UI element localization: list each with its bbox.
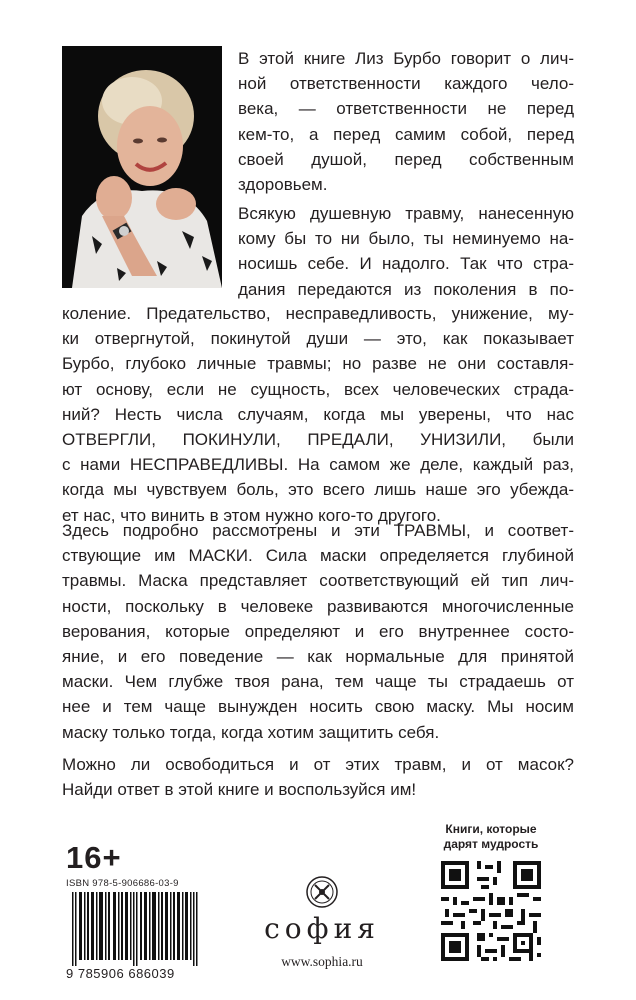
barcode-block [66,878,206,982]
text-line: Здесь подробно рассмотрены и эти ТРАВМЫ, и соответ- [62,521,574,540]
publisher-url: www.sophia.ru [281,954,363,969]
text-line: нее и тем чаще вынужден носить свою маску. Мы носим [62,697,574,717]
qr-caption: Книги, которые дарят мудрость [443,822,539,851]
text-line: носишь себе. И надолго. Так что стра- [238,254,574,274]
text-line: ний? Несть числа случаям, когда мы уверены, что нас [62,404,574,424]
text-line: кому бы то ни было, ты неминуемо на- [238,229,574,249]
description-paragraph-2-top [238,201,574,302]
text-line: ОТВЕРГЛИ, ПОКИНУЛИ, ПРЕДАЛИ, УНИЗИЛИ, были [62,430,574,450]
text-line: маску только тогда, когда хотим защитить себя. [62,722,440,742]
text-line: маски. Чем глубже твоя рана, тем чаще ты страдаешь от [62,672,574,692]
text-line: травмы. Маска представляет соответствующий ей тип лич- [62,571,574,591]
age-rating: 16+ [66,840,122,875]
qr-code [437,857,545,965]
text-line: ной ответственности каждого чело- [238,74,574,94]
text-line: Всякую душевную травму, нанесенную [238,204,574,223]
text-line: Найди ответ в этой книге и воспользуйся им! [62,780,417,800]
text-line: дания передаются из поколения в по- [238,279,574,299]
isbn-label: ISBN 978-5-906686-03-9 [66,878,179,889]
text-line: кем-то, а перед самим собой, перед [238,124,574,144]
text-line: с нами НЕСПРАВЕДЛИВЫ. На самом же деле, каждый раз, [62,455,574,475]
text-line: ствующие им МАСКИ. Сила маски определяется глубиной [62,546,574,566]
publisher-emblem-icon [262,872,382,912]
text-line: Можно ли освободиться и от этих травм, и от масок? [62,755,574,774]
text-line: когда мы чувствуем боль, это всего лишь наше эго убежда- [62,480,574,500]
text-line: Бурбо, глубоко личные травмы; но разве не они составля- [62,354,574,374]
text-line: верования, которые определяют и его внутреннее состо- [62,621,574,641]
text-line: своей душой, перед собственным [238,149,574,169]
description-paragraph-1 [238,46,574,197]
text-line: В этой книге Лиз Бурбо говорит о лич- [238,49,574,68]
text-line: яние, и его поведение — как нормальные для принятой [62,647,574,667]
text-line: ет нас, что винить в этом нужно кого-то другого. [62,505,441,525]
author-photo [62,46,222,288]
barcode-number: 9 785906 686039 [66,966,175,981]
description-paragraph-3 [62,518,574,745]
barcode [72,892,202,966]
description-paragraph-4 [62,752,574,802]
publisher-name: софия [264,912,380,945]
text-line: века, — ответственности не перед [238,99,574,119]
description-paragraph-2-bottom [62,301,574,528]
text-line: ки отвергнутой, покинутой души — это, как показывает [62,329,574,349]
text-line: ности, поскольку в человеке развиваются многочисленные [62,596,574,616]
text-line: здоровьем. [238,175,328,195]
text-line: ют основу, если не сущность, всех человеческих страда- [62,379,574,399]
publisher-logo [262,872,382,992]
text-line: коление. Предательство, несправедливость, унижение, му- [62,304,574,323]
